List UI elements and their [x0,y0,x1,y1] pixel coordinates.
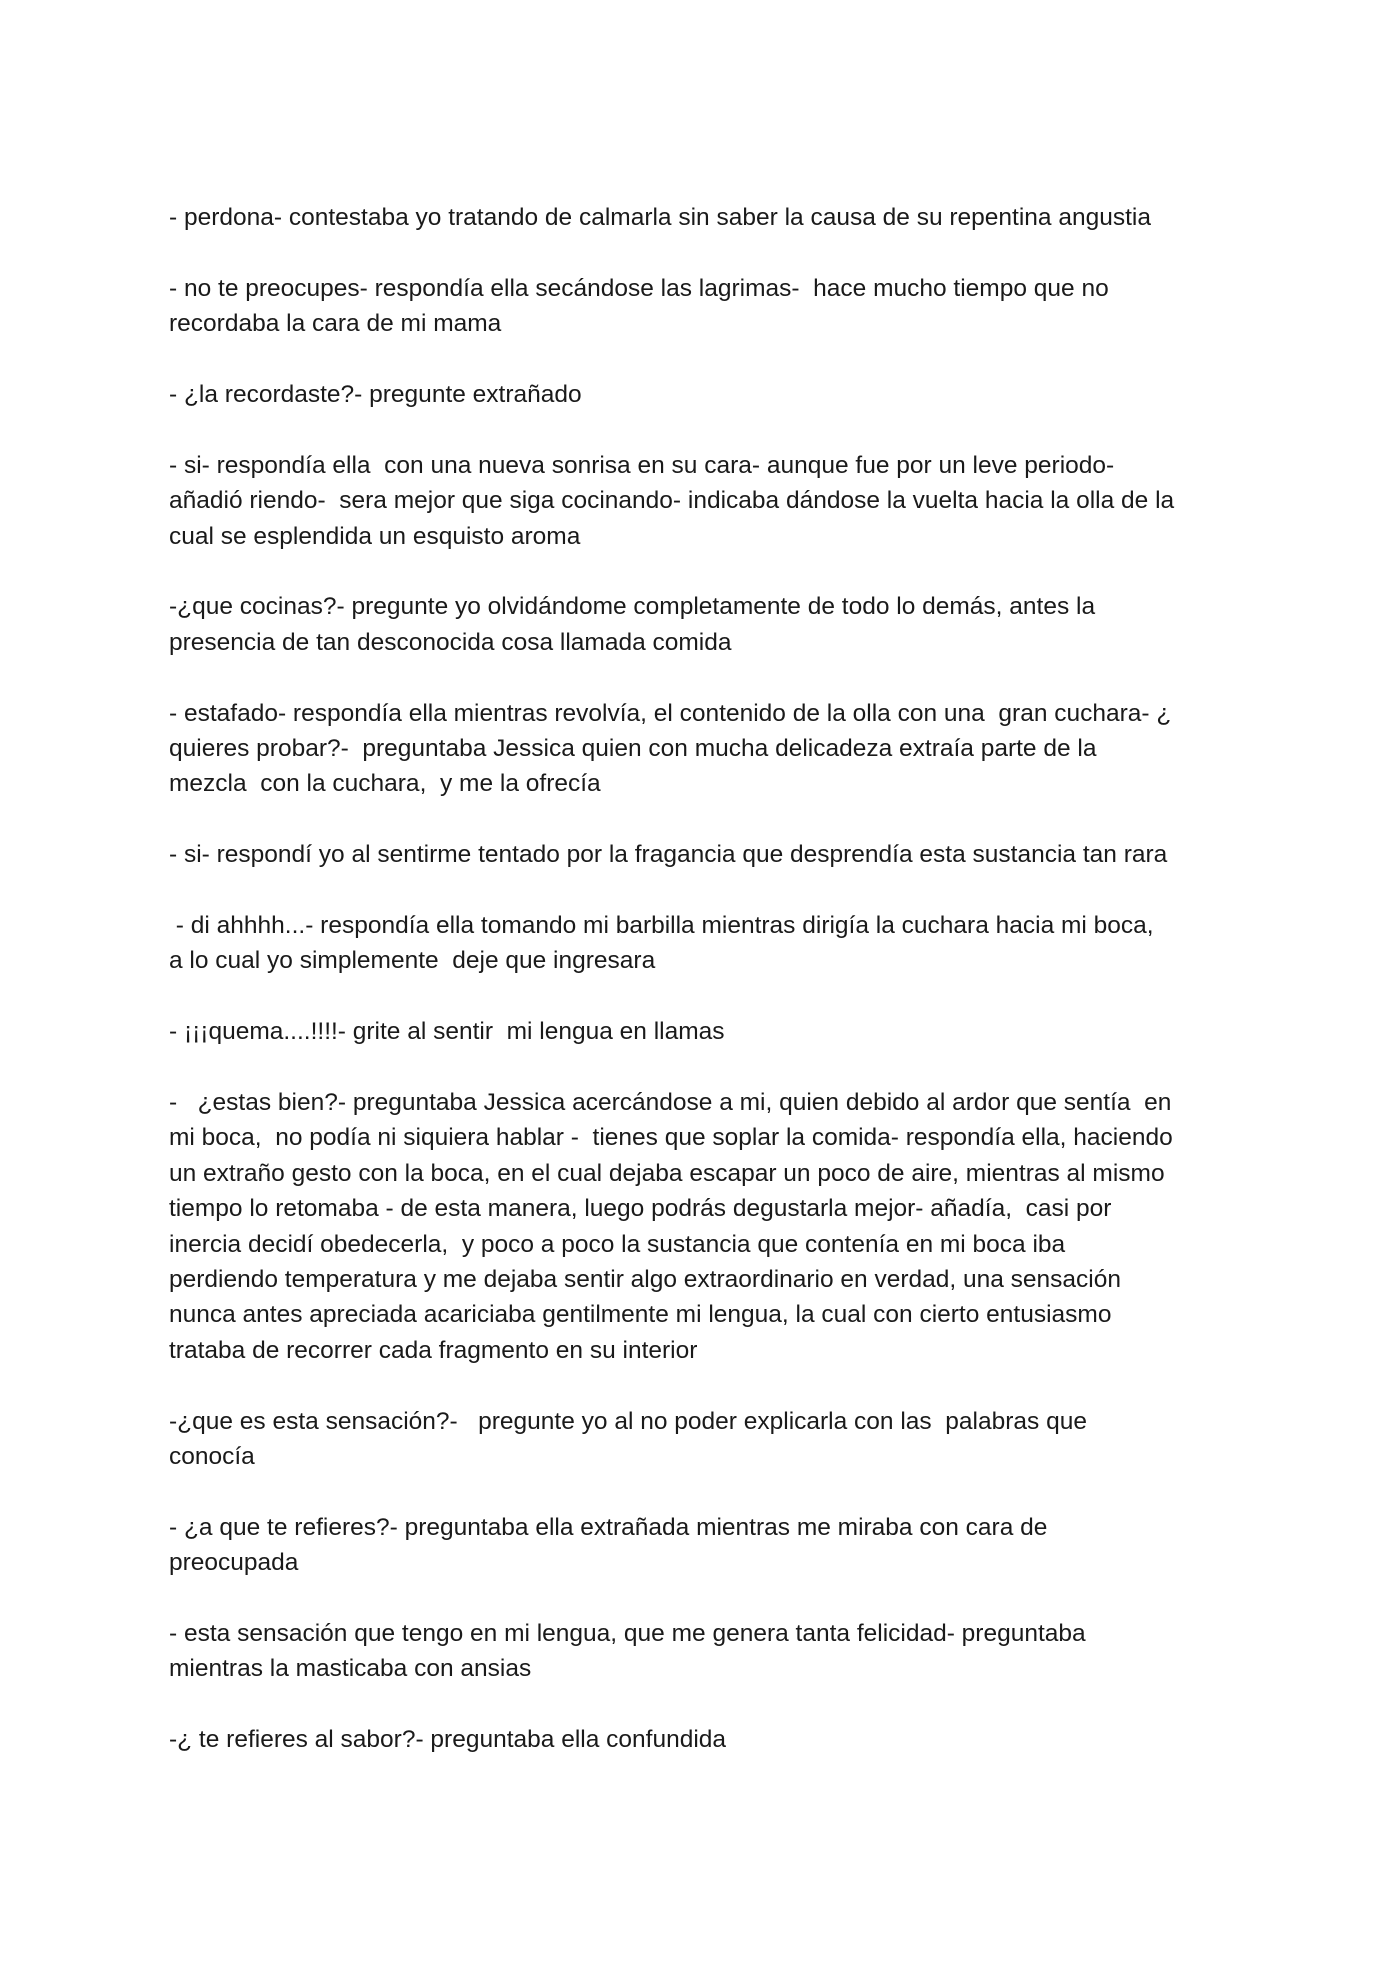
text-line: - si- respondía ella con una nueva sonrisa en su cara- aunque fue por un leve periodo- [169,451,1115,479]
text-line: - ¡¡¡quema....!!!!- grite al sentir mi lengua en llamas [169,1018,725,1046]
paragraph [169,908,1249,979]
paragraph [169,448,1249,554]
paragraph [169,837,1249,872]
paragraph [169,377,1249,412]
text-line: - no te preocupes- respondía ella secándose las lagrimas- hace mucho tiempo que no [169,274,1109,302]
text-line: - di ahhhh...- respondía ella tomando mi barbilla mientras dirigía la cuchara hacia mi boca, [169,912,1154,940]
text-line: mezcla con la cuchara, y me la ofrecía [169,770,601,798]
text-line: nunca antes apreciada acariciaba gentilmente mi lengua, la cual con cierto entusiasmo [169,1301,1112,1329]
text-line: - esta sensación que tengo en mi lengua, que me genera tanta felicidad- preguntaba [169,1620,1086,1648]
paragraph [169,589,1249,660]
paragraph [169,1404,1249,1475]
text-line: inercia decidí obedecerla, y poco a poco la sustancia que contenía en mi boca iba [169,1230,1066,1258]
text-line: conocía [169,1443,255,1471]
text-line: - perdona- contestaba yo tratando de calmarla sin saber la causa de su repentina angustia [169,204,1151,231]
text-line: tiempo lo retomaba - de esta manera, luego podrás degustarla mejor- añadía, casi por [169,1195,1112,1223]
text-line: - si- respondí yo al sentirme tentado por la fragancia que desprendía esta sustancia tan rara [169,841,1168,869]
text-line: quieres probar?- preguntaba Jessica quien con mucha delicadeza extraía parte de la [169,735,1097,763]
text-line: -¿que es esta sensación?- pregunte yo al no poder explicarla con las palabras que [169,1407,1087,1435]
paragraph [169,271,1249,342]
paragraph [169,1085,1249,1368]
text-line: mientras la masticaba con ansias [169,1655,532,1683]
text-line: - ¿la recordaste?- pregunte extrañado [169,381,582,408]
paragraph [169,696,1249,802]
text-line: recordaba la cara de mi mama [169,310,502,338]
text-line: a lo cual yo simplemente deje que ingresara [169,947,656,975]
text-line: -¿que cocinas?- pregunte yo olvidándome completamente de todo lo demás, antes la [169,593,1096,621]
text-line: trataba de recorrer cada fragmento en su interior [169,1336,698,1364]
text-line: un extraño gesto con la boca, en el cual dejaba escapar un poco de aire, mientras al mismo [169,1159,1165,1187]
text-line: mi boca, no podía ni siquiera hablar - tienes que soplar la comida- respondía ella, haciendo [169,1124,1173,1152]
paragraph [169,1722,1249,1757]
text-line: - ¿a que te refieres?- preguntaba ella extrañada mientras me miraba con cara de [169,1513,1048,1541]
paragraph [169,200,1249,235]
text-line: presencia de tan desconocida cosa llamada comida [169,628,732,656]
paragraph [169,1014,1249,1049]
text-line: -¿ te refieres al sabor?- preguntaba ella confundida [169,1726,727,1754]
paragraph [169,1510,1249,1581]
text-line: perdiendo temperatura y me dejaba sentir algo extraordinario en verdad, una sensación [169,1266,1122,1294]
text-line: - estafado- respondía ella mientras revolvía, el contenido de la olla con una gran cuchara- ¿ [169,699,1172,727]
text-line: - ¿estas bien?- preguntaba Jessica acercándose a mi, quien debido al ardor que sentía en [169,1089,1172,1117]
document-body [169,200,1249,1793]
paragraph [169,1616,1249,1687]
text-line: cual se esplendida un esquisto aroma [169,522,581,550]
text-line: preocupada [169,1549,299,1577]
text-line: añadió riendo- sera mejor que siga cocinando- indicaba dándose la vuelta hacia la olla de la [169,487,1175,515]
